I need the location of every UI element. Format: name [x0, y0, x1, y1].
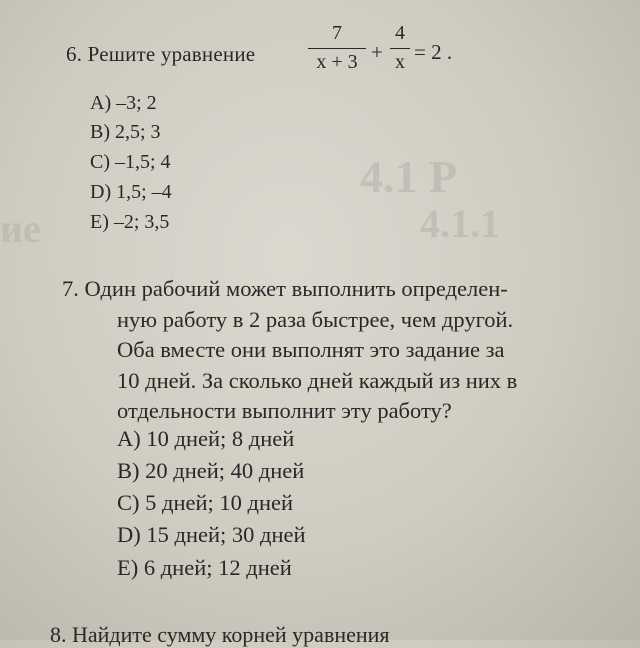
fraction-numerator: 4 — [395, 22, 405, 44]
plus-sign: + — [371, 40, 383, 64]
q7-line: Оба вместе они выполнят это задание за — [117, 337, 505, 362]
q6-title: 6. Решите уравнение — [66, 42, 256, 66]
q7-line: отдельности выполнит эту работу? — [117, 398, 452, 423]
show-through-text: 4.1.1 — [420, 201, 500, 246]
q6-option-b: B) 2,5; 3 — [90, 121, 161, 143]
q6-option-c: C) –1,5; 4 — [90, 151, 171, 173]
fraction-bar — [308, 48, 366, 49]
fraction-denominator: x — [395, 51, 405, 73]
q6-option-e: E) –2; 3,5 — [90, 211, 170, 233]
q7-option-c: C) 5 дней; 10 дней — [117, 490, 294, 515]
q6-fraction-2 — [390, 22, 410, 74]
q7-text — [62, 274, 622, 427]
q7-line: 7. Один рабочий может выполнить определен- — [62, 276, 508, 301]
fraction-bar — [390, 48, 410, 49]
fraction-denominator: x + 3 — [316, 51, 358, 73]
q8-title-partial: 8. Найдите сумму корней уравнения — [50, 622, 390, 647]
q7-line: 10 дней. За сколько дней каждый из них в — [117, 367, 518, 393]
q6-fraction-1 — [308, 22, 366, 74]
fraction-numerator: 7 — [332, 22, 342, 44]
q7-option-d: D) 15 дней; 30 дней — [117, 522, 306, 547]
q6-option-d: D) 1,5; –4 — [90, 181, 172, 203]
q7-line: ную работу в 2 раза быстрее, чем другой. — [117, 306, 514, 332]
q7-option-e: E) 6 дней; 12 дней — [117, 555, 292, 580]
equals-two: = 2 . — [414, 40, 453, 64]
q7-option-b: B) 20 дней; 40 дней — [117, 458, 305, 483]
show-through-text: 4.1 Р — [360, 151, 458, 202]
show-through-text: ие — [0, 206, 41, 251]
q6-option-a: A) –3; 2 — [90, 92, 157, 114]
q7-option-a: A) 10 дней; 8 дней — [117, 426, 295, 451]
